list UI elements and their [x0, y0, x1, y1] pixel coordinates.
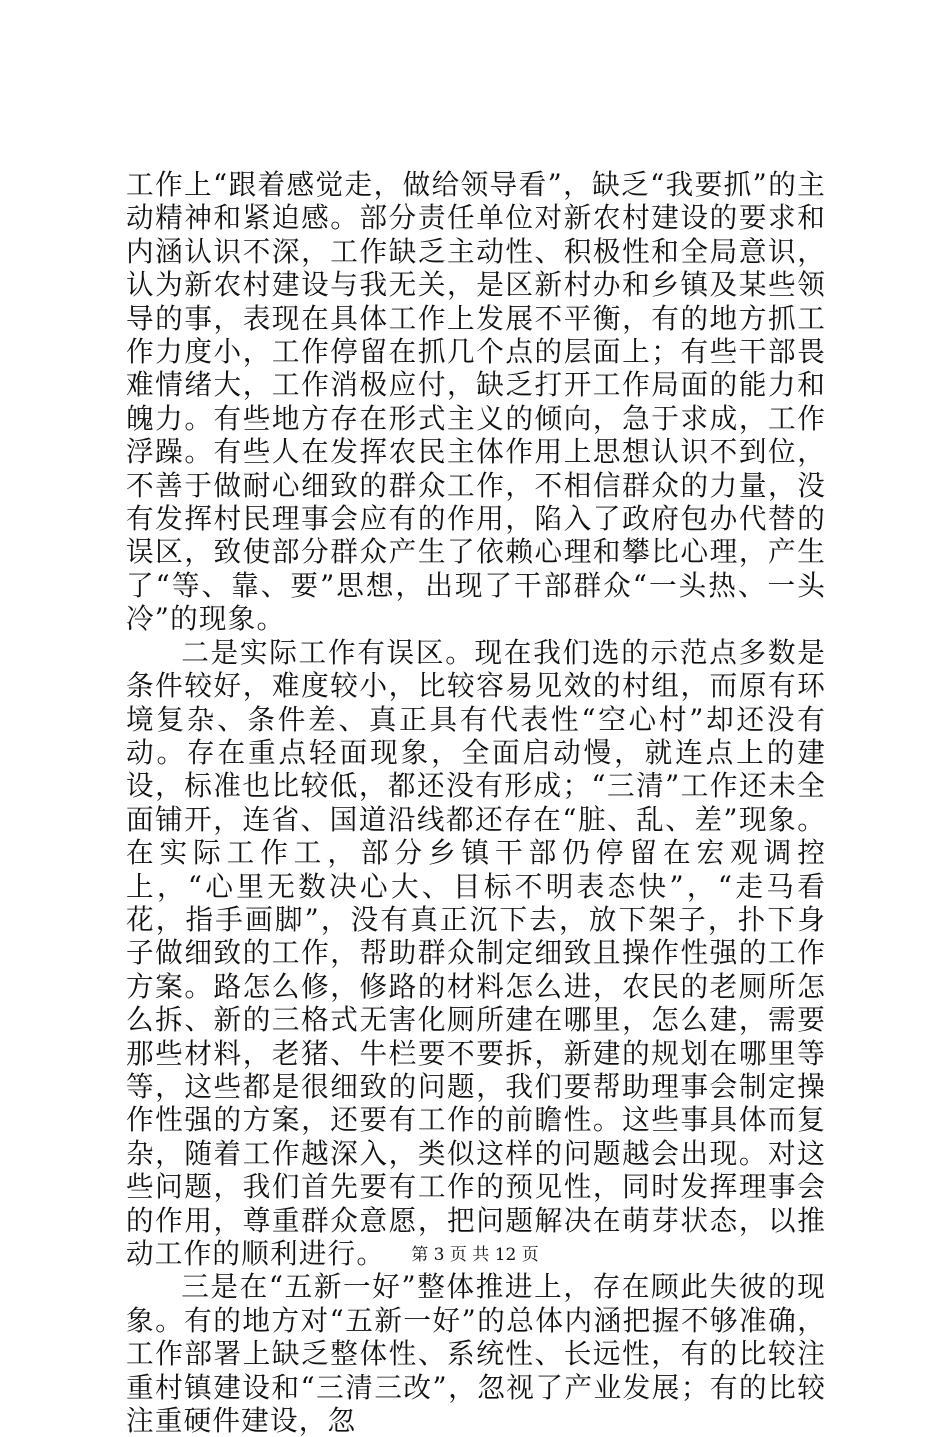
paragraph-third-point: 三是在“五新一好”整体推进上，存在顾此失彼的现象。有的地方对“五新一好”的总体内涵把握不够准确，工作部署上缺乏整体性、系统性、长远性，有的比较注重村镇建设和“三清三改”，忽视了产业发展；有的比较注重硬件建设，忽: [126, 1270, 826, 1437]
page-number-footer: 第 3 页 共 12 页: [411, 1245, 539, 1265]
paragraph-continued: 工作上“跟着感觉走，做给领导看”，缺乏“我要抓”的主动精神和紧迫感。部分责任单位对新农村建设的要求和内涵认识不深，工作缺乏主动性、积极性和全局意识，认为新农村建设与我无关，是区新村办和乡镇及某些领导的事，表现在具体工作上发展不平衡，有的地方抓工作力度小，工作停留在抓几个点的层面上；有些干部畏难情绪大，工作消极应付，缺乏打开工作局面的能力和魄力。有些地方存在形式主义的倾向，急于求成，工作浮躁。有些人在发挥农民主体作用上思想认识不到位，不善于做耐心细致的群众工作，不相信群众的力量，没有发挥村民理事会应有的作用，陷入了政府包办代替的误区，致使部分群众产生了依赖心理和攀比心理，产生了“等、靠、要”思想，出现了干部群众“一头热、一头冷”的现象。: [126, 168, 826, 636]
paragraph-second-point: 二是实际工作有误区。现在我们选的示范点多数是条件较好，难度较小，比较容易见效的村组，而原有环境复杂、条件差、真正具有代表性“空心村”却还没有动。存在重点轻面现象，全面启动慢，就连点上的建设，标准也比较低，都还没有形成；“三清”工作还未全面铺开，连省、国道沿线都还存在“脏、乱、差”现象。在实际工作工，部分乡镇干部仍停留在宏观调控上，“心里无数决心大、目标不明表态快”，“走马看花，指手画脚”，没有真正沉下去，放下架子，扑下身子做细致的工作，帮助群众制定细致且操作性强的工作方案。路怎么修，修路的材料怎么进，农民的老厕所怎么拆、新的三格式无害化厕所建在哪里，怎么建，需要那些材料，老猪、牛栏要不要拆，新建的规划在哪里等等，这些都是很细致的问题，我们要帮助理事会制定操作性强的方案，还要有工作的前瞻性。这些事具体而复杂，随着工作越深入，类似这样的问题越会出现。对这些问题，我们首先要有工作的预见性，同时发挥理事会的作用，尊重群众意愿，把问题解决在萌芽状态，以推动工作的顺利进行。: [126, 635, 826, 1270]
